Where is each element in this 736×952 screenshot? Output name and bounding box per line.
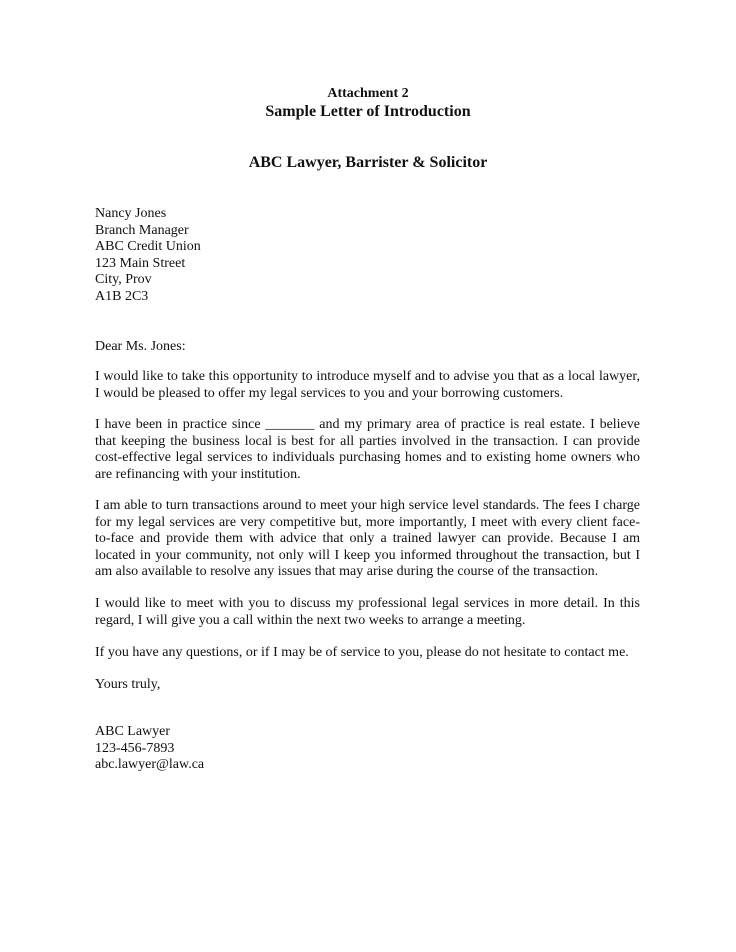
paragraph-meeting: I would like to meet with you to discuss my professional legal services in more detail. In this regard, I will give you a call within the next two weeks to arrange a meeting.: [95, 596, 640, 628]
signature-name: ABC Lawyer: [95, 724, 171, 739]
attachment-label: Attachment 2: [327, 86, 409, 101]
recipient-city-prov: City, Prov: [95, 272, 152, 287]
recipient-street: 123 Main Street: [95, 255, 186, 271]
closing: Yours truly,: [95, 677, 161, 692]
salutation: Dear Ms. Jones:: [95, 339, 186, 354]
recipient-name: Nancy Jones: [95, 206, 167, 221]
firm-name: ABC Lawyer, Barrister & Solicitor: [248, 154, 488, 171]
signature-phone: 123-456-7893: [95, 740, 175, 756]
paragraph-service: I am able to turn transactions around to meet your high service level standards. The fees I charge for my legal services are very competitive but, more importantly, I meet with every client face-to-face and provide them with advice that only a trained lawyer can provide. Because I am located in your community, not only will I keep you informed throughout the transaction, but I am also available to resolve any issues that may arise during the course of the transaction.: [95, 498, 640, 579]
signature-block: [95, 724, 640, 774]
paragraph-introduction: I would like to take this opportunity to introduce myself and to advise you that as a local lawyer, I would be pleased to offer my legal services to you and your borrowing customers.: [95, 369, 640, 401]
recipient-organization: ABC Credit Union: [95, 239, 201, 254]
paragraph-practice: I have been in practice since _______ and my primary area of practice is real estate. I believe that keeping the business local is best for all parties involved in the transaction. I can provide cost-effective legal services to individuals purchasing homes and to existing home owners who are refinancing with your institution.: [95, 417, 640, 482]
signature-email: abc.lawyer@law.ca: [95, 757, 205, 772]
recipient-address-block: [95, 206, 640, 305]
paragraph-contact: If you have any questions, or if I may be of service to you, please do not hesitate to contact me.: [95, 645, 629, 660]
recipient-position: Branch Manager: [95, 222, 189, 238]
recipient-postal-code: A1B 2C3: [95, 288, 149, 304]
document-title: Sample Letter of Introduction: [265, 103, 471, 120]
